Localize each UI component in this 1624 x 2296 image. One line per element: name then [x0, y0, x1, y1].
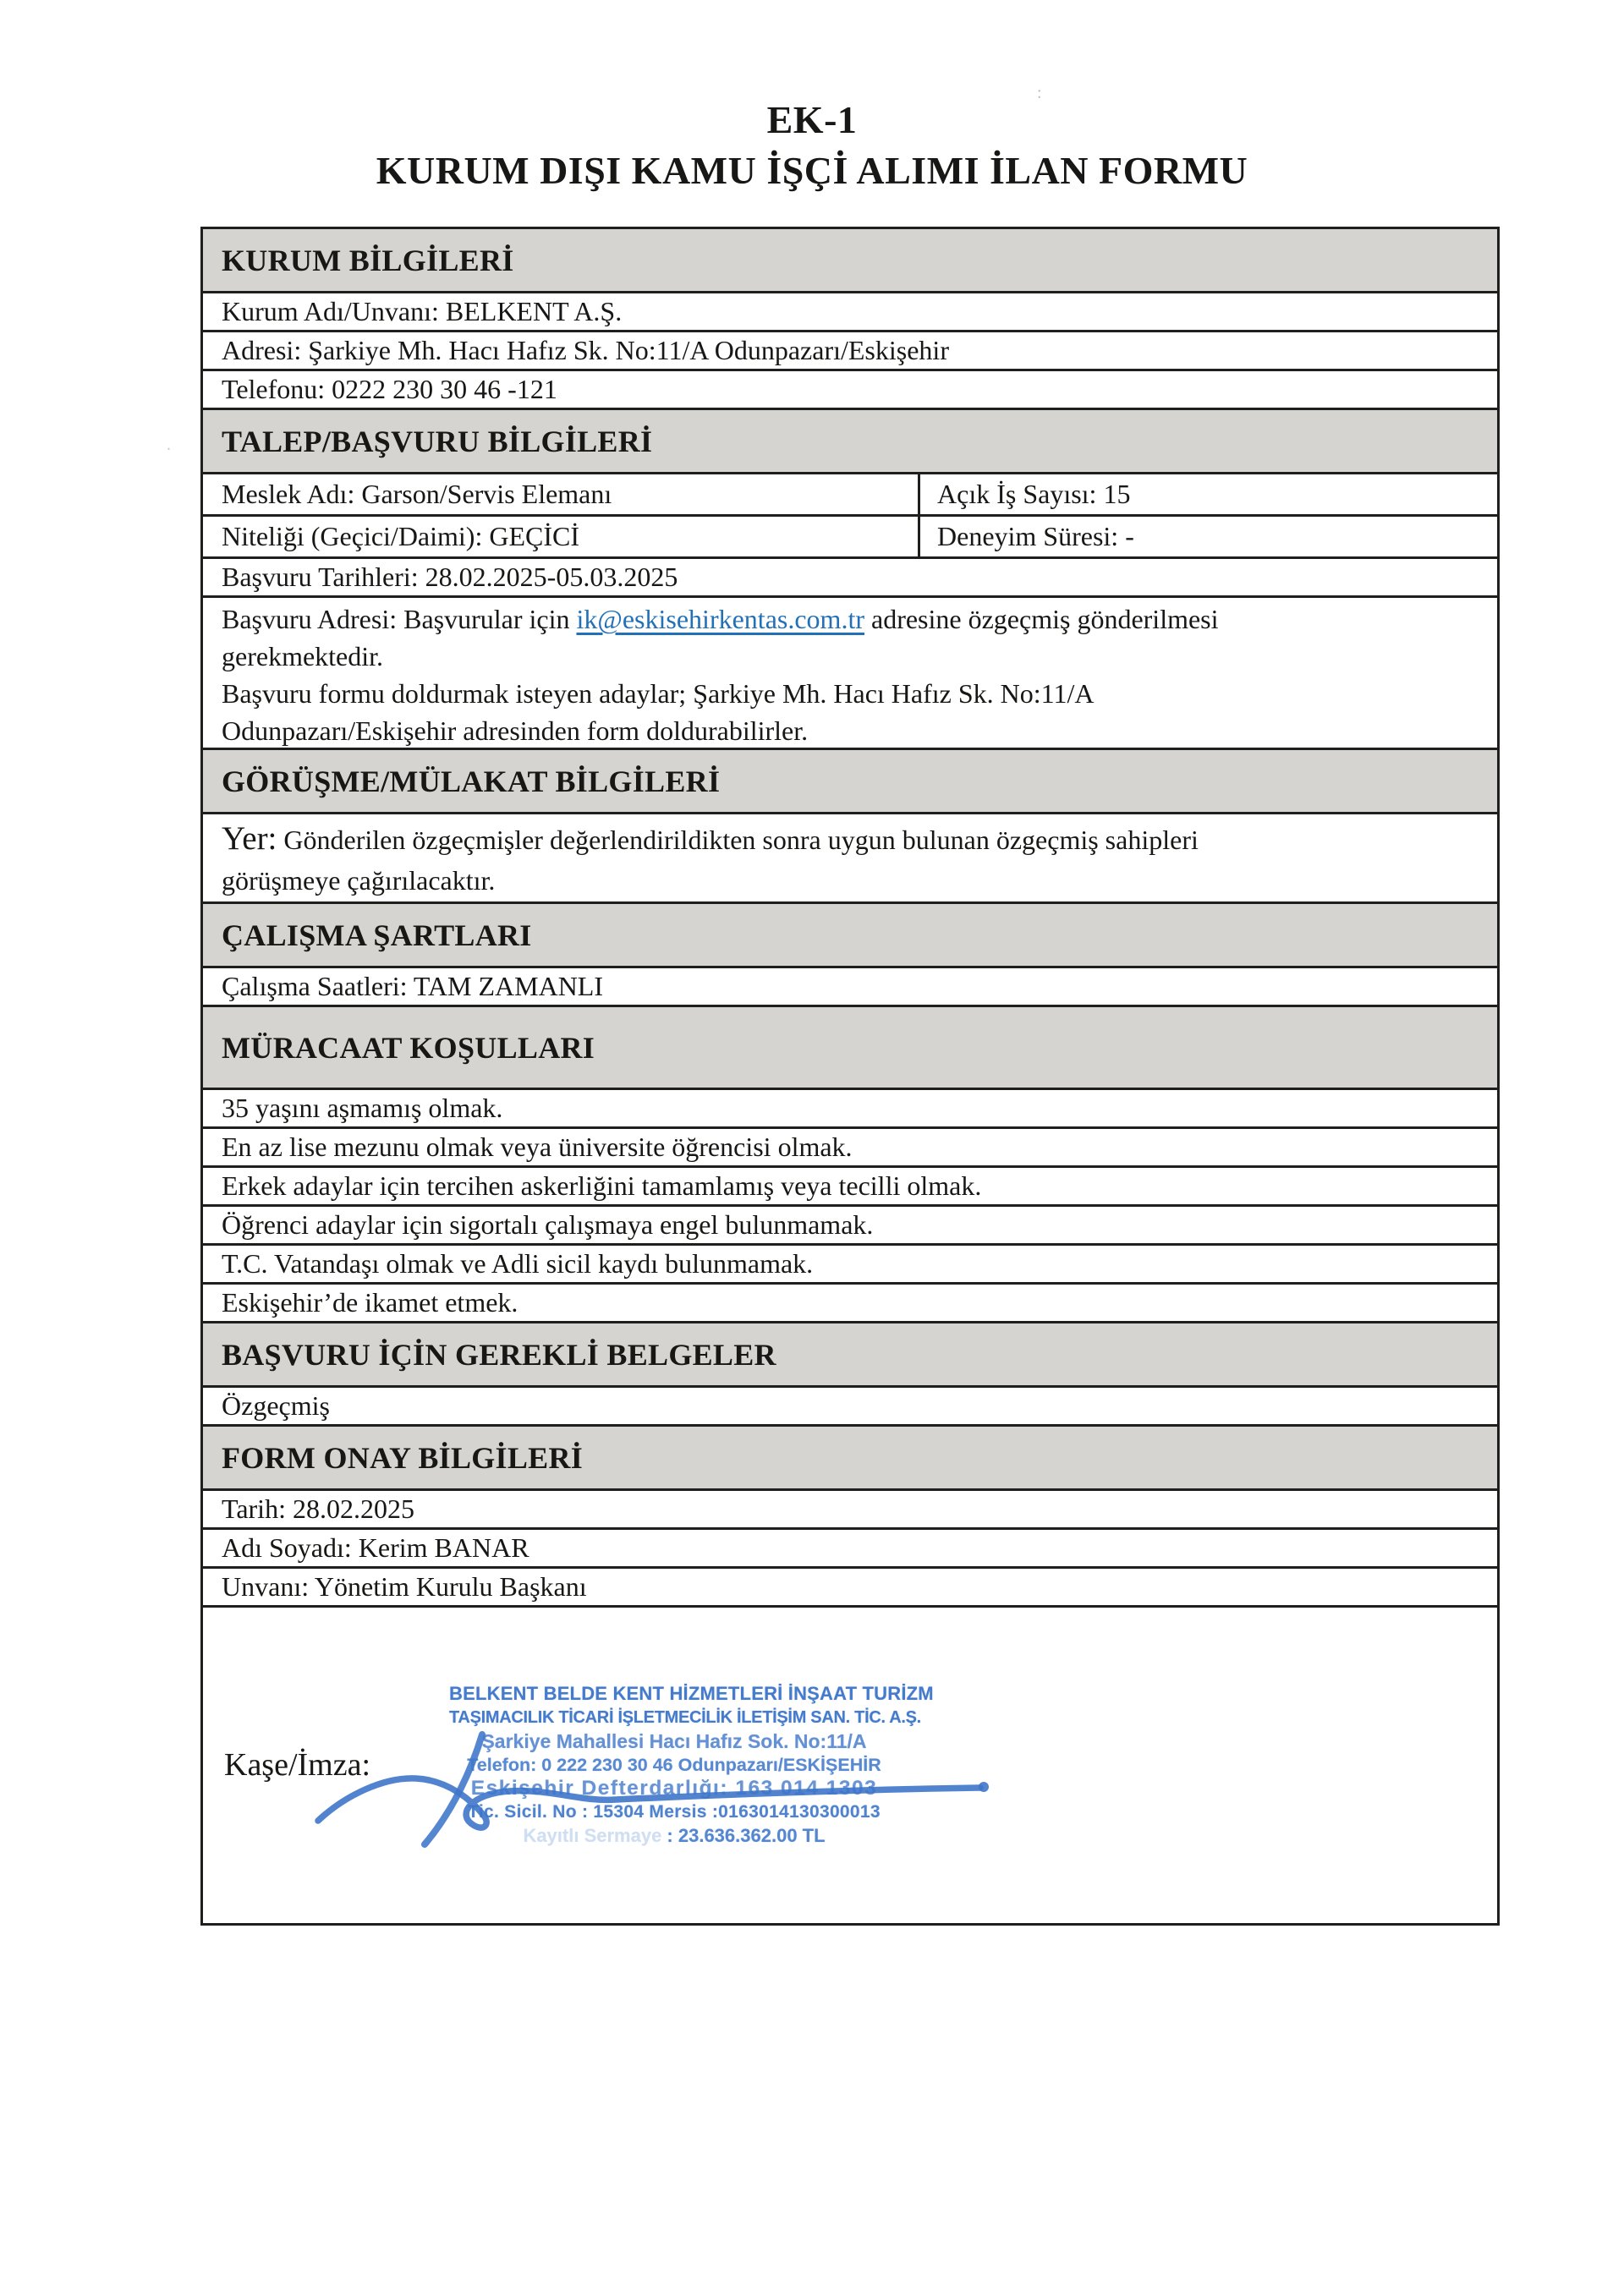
form-field-text: Deneyim Süresi: - [937, 521, 1134, 551]
form-field-text: Kurum Adı/Unvanı: BELKENT A.Ş. [222, 296, 623, 326]
scan-artifact: . [167, 436, 171, 454]
form-code: EK-1 [766, 98, 858, 141]
stamp-line [449, 1824, 899, 1848]
form-field-cell-left [203, 474, 920, 514]
section-header-label: GÖRÜŞME/MÜLAKAT BİLGİLERİ [222, 764, 721, 798]
form-title: KURUM DIŞI KAMU İŞÇİ ALIMI İLAN FORMU [376, 149, 1248, 192]
application-address-line: gerekmektedir. [222, 641, 384, 671]
form-field-row [203, 332, 1497, 371]
section-header [203, 904, 1497, 968]
form-field-text: Tarih: 28.02.2025 [222, 1493, 414, 1524]
application-address-line: Başvuru formu doldurmak isteyen adaylar; Şarkiye Mh. Hacı Hafız Sk. No:11/A [222, 678, 1095, 709]
stamp-capital-value: : 23.636.362.00 TL [667, 1825, 826, 1846]
form-field-text: Öğrenci adaylar için sigortalı çalışmaya engel bulunmamak. [222, 1209, 874, 1240]
form-field-text: Çalışma Saatleri: TAM ZAMANLI [222, 971, 603, 1001]
document-title [0, 95, 1624, 196]
form-field-text: Açık İş Sayısı: 15 [937, 479, 1131, 509]
form-field-row [203, 1285, 1497, 1323]
interview-place-label: Yer: [222, 820, 277, 857]
stamp-signature-row [203, 1608, 1497, 1923]
form-field-cell-right [920, 474, 1497, 514]
section-header-label: BAŞVURU İÇİN GEREKLİ BELGELER [222, 1337, 776, 1372]
form-field-row [203, 968, 1497, 1007]
form-field-row [203, 1388, 1497, 1427]
form-field-text: Adresi: Şarkiye Mh. Hacı Hafız Sk. No:11/A Odunpazarı/Eskişehir [222, 335, 949, 365]
form-field-text: Başvuru Tarihleri: 28.02.2025-05.03.2025 [222, 562, 678, 592]
stamp-line: Telefon: 0 222 230 30 46 Odunpazarı/ESKİŞEHİR [467, 1755, 881, 1775]
form-table [200, 227, 1500, 1926]
stamp-line: BELKENT BELDE KENT HİZMETLERİ İNŞAAT TURİZM [449, 1683, 934, 1704]
section-header-label: KURUM BİLGİLERİ [222, 243, 514, 277]
form-field-text: Başvuru Adresi: Başvurular için [222, 604, 577, 634]
section-header [203, 229, 1497, 293]
form-field-text: Özgeçmiş [222, 1390, 330, 1421]
form-field-row [203, 293, 1497, 332]
interview-place-line [222, 819, 1479, 860]
section-header [203, 410, 1497, 474]
form-field-text: Gönderilen özgeçmişler değerlendirildikten sonra uygun bulunan özgeçmiş sahipleri [277, 825, 1199, 855]
section-header-label: MÜRACAAT KOŞULLARI [222, 1030, 595, 1065]
form-field-row [203, 1246, 1497, 1285]
application-address-row [203, 598, 1497, 750]
form-field-text: adresine özgeçmiş gönderilmesi [864, 604, 1219, 634]
form-field-text: Eskişehir’de ikamet etmek. [222, 1287, 518, 1318]
scan-artifact: : [1037, 84, 1042, 102]
form-field-cell-right [920, 517, 1497, 556]
form-field-text: En az lise mezunu olmak veya üniversite öğrencisi olmak. [222, 1132, 853, 1162]
form-field-row [203, 371, 1497, 410]
interview-place-line: görüşmeye çağırılacaktır. [222, 865, 496, 896]
stamp-line: Şarkiye Mahallesi Hacı Hafız Sok. No:11/A [481, 1730, 867, 1752]
form-two-column-row [203, 517, 1497, 559]
form-field-cell-left [203, 517, 920, 556]
stamp-line: Tic. Sicil. No : 15304 Mersis :0163014130300013 [468, 1802, 881, 1822]
section-header-label: ÇALIŞMA ŞARTLARI [222, 918, 532, 952]
stamp-line: TAŞIMACILIK TİCARİ İŞLETMECİLİK İLETİŞİM SAN. TİC. A.Ş. [449, 1708, 921, 1727]
section-header [203, 1323, 1497, 1388]
section-header [203, 750, 1497, 814]
form-field-text: Niteliği (Geçici/Daimi): GEÇİCİ [222, 521, 579, 551]
application-email-link[interactable]: ik@eskisehirkentas.com.tr [576, 604, 864, 634]
stamp-line: Eskişehir Defterdarlığı: 163 014 1303 [470, 1777, 878, 1800]
stamp-faded-text: Kayıtlı Sermaye [523, 1825, 667, 1846]
stamp-signature-label: Kaşe/İmza: [224, 1747, 371, 1783]
section-header-label: FORM ONAY BİLGİLERİ [222, 1440, 584, 1475]
company-stamp [449, 1682, 934, 1848]
form-field-text: Erkek adaylar için tercihen askerliğini tamamlamış veya tecilli olmak. [222, 1170, 982, 1201]
application-address-line: Odunpazarı/Eskişehir adresinden form doldurabilirler. [222, 715, 809, 746]
form-field-row [203, 1090, 1497, 1129]
section-header [203, 1007, 1497, 1090]
form-field-text: Adı Soyadı: Kerim BANAR [222, 1532, 529, 1563]
form-field-row [203, 1530, 1497, 1569]
form-field-row [203, 559, 1497, 598]
form-field-text: T.C. Vatandaşı olmak ve Adli sicil kaydı bulunmamak. [222, 1248, 814, 1279]
form-field-row [203, 1207, 1497, 1246]
application-address-line [222, 600, 1479, 638]
form-field-text: 35 yaşını aşmamış olmak. [222, 1093, 503, 1123]
interview-place-row [203, 814, 1497, 904]
form-field-text: Telefonu: 0222 230 30 46 -121 [222, 374, 557, 404]
section-header-label: TALEP/BAŞVURU BİLGİLERİ [222, 424, 653, 458]
form-field-text: Meslek Adı: Garson/Servis Elemanı [222, 479, 612, 509]
section-header [203, 1427, 1497, 1491]
form-field-row [203, 1491, 1497, 1530]
form-field-row [203, 1129, 1497, 1168]
form-two-column-row [203, 474, 1497, 517]
form-field-row [203, 1569, 1497, 1608]
form-field-text: Unvanı: Yönetim Kurulu Başkanı [222, 1571, 587, 1602]
form-field-row [203, 1168, 1497, 1207]
